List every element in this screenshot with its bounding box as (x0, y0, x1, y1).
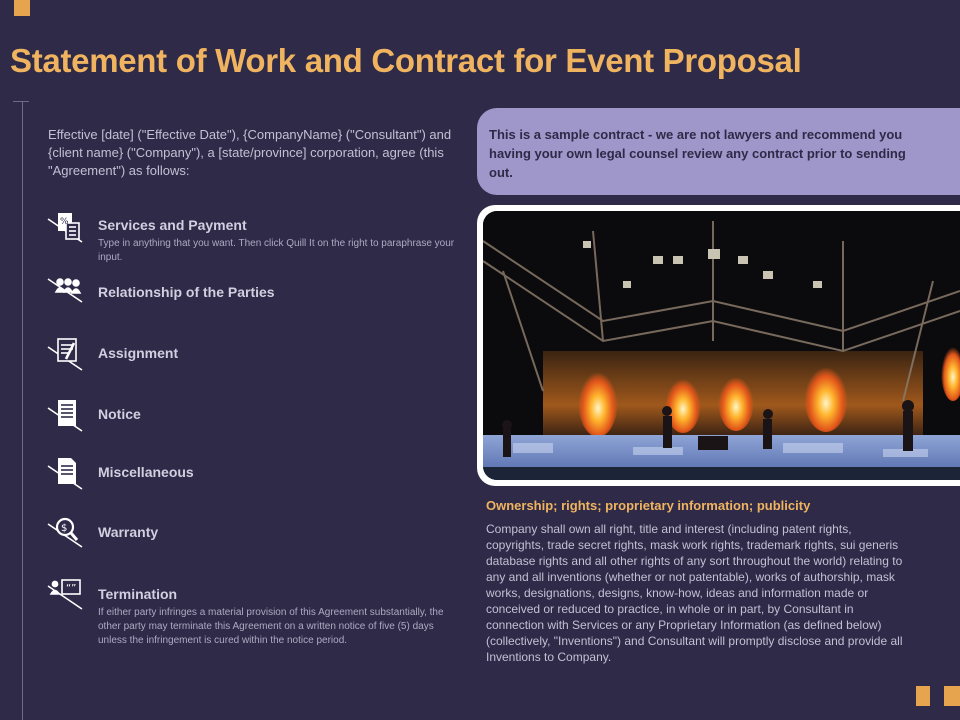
concert-stage-photo (483, 211, 960, 480)
concert-photo-frame (477, 205, 960, 486)
ownership-title: Ownership; rights; proprietary information; publicity (486, 498, 811, 513)
disclaimer-note-box (477, 108, 960, 195)
section-description: If either party infringes a material provision of this Agreement substantially, the other party may terminate this Agreement on a written notice of five (5) days unless the infringement is cured within the notice period. (98, 607, 444, 646)
accent-square-bottom-1 (916, 686, 930, 706)
section-label: Services and Payment (98, 217, 247, 233)
termination-speech-icon (46, 578, 86, 618)
section-label: Relationship of the Parties (98, 284, 275, 300)
assignment-edit-icon (46, 337, 86, 377)
miscellaneous-document-icon (46, 456, 86, 496)
section-label: Notice (98, 406, 141, 422)
section-label: Termination (98, 586, 178, 602)
notice-document-icon (46, 398, 86, 438)
divider-line (22, 101, 23, 720)
section-label: Miscellaneous (98, 464, 194, 480)
accent-square-top (14, 0, 30, 16)
section-description: Type in anything that you want. Then click Quill It on the right to paraphrase your input. (98, 238, 455, 263)
divider-tick (13, 101, 29, 102)
section-label: Warranty (98, 524, 159, 540)
svg-text:$: $ (61, 523, 68, 534)
ownership-body: Company shall own all right, title and interest (including patent rights, copyrights, trade secret rights, mask work rights, trademark rights, sui generis database rights and all other rights of any sort throughout the world) relating to any and all inventions (whether or not patentable), works of authorship, mask works, designations, designs, know-how, ideas and information made or conceived or reduced to practice, in whole or in part, by Consultant in connection with Services or any Proprietary Information (as defined below) (collectively, "Inventions") and Consultant will promptly disclose and provide all Inventions to Company. (486, 522, 903, 664)
billing-icon (46, 209, 86, 249)
disclaimer-note: This is a sample contract - we are not lawyers and recommend you having your own legal counsel review any contract prior to sending out. (489, 127, 906, 180)
svg-text:%: % (60, 217, 69, 227)
intro-paragraph: Effective [date] ("Effective Date"), {CompanyName} ("Consultant") and {client name} ("Company"), a [state/province] corporation, agree (this "Agreement") as follows: (48, 127, 452, 178)
section-label: Assignment (98, 345, 179, 361)
warranty-search-icon (46, 516, 86, 556)
svg-text:“”: “” (66, 583, 77, 594)
accent-square-bottom-2 (944, 686, 960, 706)
people-group-icon (46, 276, 86, 316)
page-title: Statement of Work and Contract for Event Proposal (10, 42, 802, 79)
